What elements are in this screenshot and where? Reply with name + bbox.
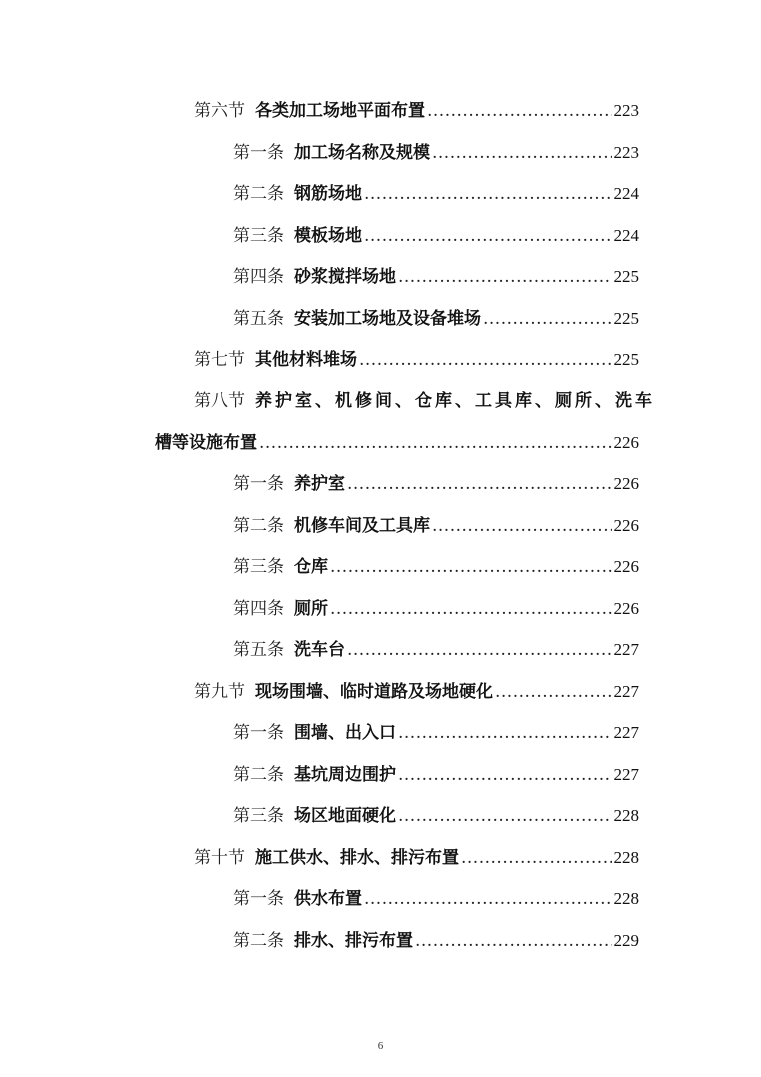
toc-page-number: 227 [613,723,639,742]
toc-prefix: 第十节 [194,848,245,868]
dot-leader [364,183,612,205]
toc-title: 围墙、出入口 [294,723,396,743]
toc-prefix: 第二条 [233,184,284,204]
toc-article-10-2[interactable] [233,926,639,952]
toc-page-number: 228 [613,889,639,908]
toc-prefix: 第六节 [194,101,245,121]
toc-title: 各类加工场地平面布置 [255,101,425,121]
toc-title: 安装加工场地及设备堆场 [294,309,481,329]
toc-prefix: 第三条 [233,226,284,246]
toc-title-continued: 槽等设施布置 [155,433,257,453]
toc-prefix: 第八节 [194,391,245,411]
dot-leader [415,930,612,952]
toc-prefix: 第二条 [233,931,284,951]
toc-title: 养护室 [294,474,345,494]
dot-leader [359,349,612,371]
toc-article-8-3[interactable] [233,552,639,578]
toc-prefix: 第一条 [233,143,284,163]
toc-article-6-5[interactable] [233,304,639,330]
toc-article-6-1[interactable] [233,138,639,164]
toc-prefix: 第七节 [194,350,245,370]
toc-page-number: 224 [613,184,639,203]
toc-title: 机修车间及工具库 [294,516,430,536]
toc-prefix: 第三条 [233,557,284,577]
toc-title: 仓库 [294,557,328,577]
toc-title: 厕所 [294,599,328,619]
toc-page-number: 223 [613,101,639,120]
toc-title: 排水、排污布置 [294,931,413,951]
toc-page-number: 225 [613,267,639,286]
toc-page-number: 226 [613,557,639,576]
dot-leader [364,888,612,910]
toc-prefix: 第一条 [233,889,284,909]
toc-article-6-3[interactable] [233,221,639,247]
dot-leader [427,100,612,122]
toc-page-number: 228 [613,806,639,825]
dot-leader [461,847,612,869]
toc-title: 洗车台 [294,640,345,660]
dot-leader [495,681,612,703]
toc-title: 施工供水、排水、排污布置 [255,848,459,868]
dot-leader [398,764,612,786]
toc-section-7[interactable] [194,345,639,371]
toc-title: 场区地面硬化 [294,806,396,826]
toc-page-number: 227 [613,682,639,701]
toc-article-8-2[interactable] [233,511,639,537]
toc-title: 模板场地 [294,226,362,246]
toc-article-6-4[interactable] [233,262,639,288]
toc-prefix: 第二条 [233,765,284,785]
toc-prefix: 第三条 [233,806,284,826]
toc-prefix: 第五条 [233,640,284,660]
dot-leader [364,225,612,247]
toc-title: 其他材料堆场 [255,350,357,370]
toc-prefix: 第一条 [233,723,284,743]
toc-section-8-line2[interactable] [155,428,639,454]
toc-article-9-3[interactable] [233,801,639,827]
toc-article-6-2[interactable] [233,179,639,205]
dot-leader [432,142,612,164]
toc-page-number: 226 [613,433,639,452]
toc-page-number: 227 [613,640,639,659]
toc-section-10[interactable] [194,843,639,869]
toc-page-number: 226 [613,516,639,535]
toc-article-8-5[interactable] [233,635,639,661]
toc-prefix: 第一条 [233,474,284,494]
toc-prefix: 第四条 [233,599,284,619]
toc-page-number: 228 [613,848,639,867]
toc-page-number: 226 [613,599,639,618]
toc-prefix: 第九节 [194,682,245,702]
page-footer-number: 6 [377,1040,384,1052]
toc-page-number: 229 [613,931,639,950]
dot-leader [330,598,612,620]
toc-article-8-1[interactable] [233,469,639,495]
toc-section-6[interactable] [194,96,639,122]
toc-page-number: 225 [613,309,639,328]
toc-title: 加工场名称及规模 [294,143,430,163]
toc-title: 基坑周边围护 [294,765,396,785]
toc-section-8-line1[interactable] [194,386,655,412]
toc-page-number: 227 [613,765,639,784]
dot-leader [432,515,612,537]
toc-page-number: 223 [613,143,639,162]
toc-article-8-4[interactable] [233,594,639,620]
toc-article-9-2[interactable] [233,760,639,786]
dot-leader [483,308,612,330]
toc-page-number: 226 [613,474,639,493]
dot-leader [259,432,612,454]
toc-page-number: 225 [613,350,639,369]
dot-leader [330,556,612,578]
toc-title: 养护室、机修间、仓库、工具库、厕所、洗车 [255,391,655,411]
dot-leader [398,805,612,827]
toc-article-10-1[interactable] [233,884,639,910]
dot-leader [347,639,612,661]
toc-prefix: 第五条 [233,309,284,329]
dot-leader [347,473,612,495]
toc-page-number: 224 [613,226,639,245]
toc-title: 砂浆搅拌场地 [294,267,396,287]
toc-title: 钢筋场地 [294,184,362,204]
toc-prefix: 第二条 [233,516,284,536]
toc-section-9[interactable] [194,677,639,703]
dot-leader [398,722,612,744]
toc-title: 供水布置 [294,889,362,909]
toc-article-9-1[interactable] [233,718,639,744]
toc-title: 现场围墙、临时道路及场地硬化 [255,682,493,702]
toc-prefix: 第四条 [233,267,284,287]
dot-leader [398,266,612,288]
